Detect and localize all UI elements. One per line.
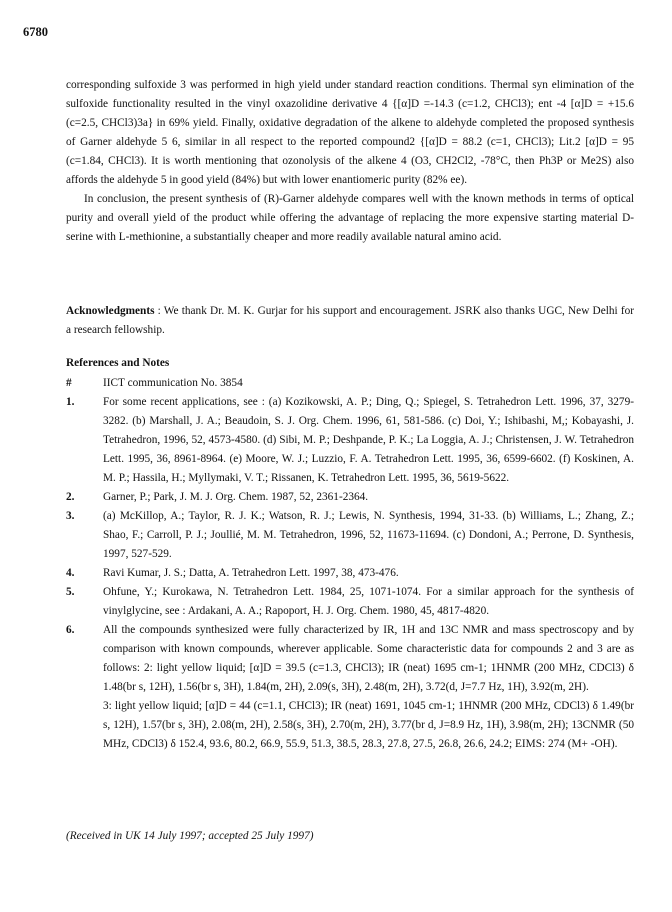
reference-item <box>66 393 634 488</box>
reference-text-part: 3: light yellow liquid; [α]D = 44 (c=1.1, CHCl3); IR (neat) 1691, 1045 cm-1; 1HNMR (200 MHz, CDCl3) δ 1.49(br s, 12H), 1.57(br s, 3H), 2.08(m, 2H), 2.58(s, 3H), 2.70(m, 2H), 3.77(br d, J=8.9 Hz, 1H), 3.98(m, 2H); 13CNMR (50 MHz, CDCl3) δ 152.4, 93.6, 80.2, 66.9, 55.9, 51.3, 38.5, 28.3, 27.8, 27.5, 26.8, 26.6, 24.2; EIMS: 274 (M+ -OH). <box>103 700 634 750</box>
reference-text: Ohfune, Y.; Kurokawa, N. Tetrahedron Lett. 1984, 25, 1071-1074. For a similar approach for the synthesis of vinylglycine, see : Ardakani, A. A.; Rapoport, H. J. Org. Chem. 1980, 45, 4817-4820. <box>103 586 634 617</box>
reference-text: Ravi Kumar, J. S.; Datta, A. Tetrahedron Lett. 1997, 38, 473-476. <box>103 567 399 579</box>
references-heading: References and Notes <box>66 357 170 369</box>
reference-text: Garner, P.; Park, J. M. J. Org. Chem. 1987, 52, 2361-2364. <box>103 491 369 503</box>
reference-text-part: All the compounds synthesized were fully characterized by IR, 1H and 13C NMR and mass spectroscopy and by comparison with known compounds, wherever applicable. Some characteristic data for compounds 2 and 3 are as follows: 2: light yellow liquid; [α]D = 39.5 (c=1.3, CHCl3); IR (neat) 1695 cm-1; 1HNMR (200 MHz, CDCl3) δ 1.48(br s, 12H), 1.56(br s, 3H), 1.84(m, 2H), 2.09(s, 3H), 2.48(m, 2H), 3.72(d, J=7.7 Hz, 1H), 3.92(m, 2H). <box>103 624 634 693</box>
acknowledgments <box>66 302 634 340</box>
reference-item <box>66 507 634 564</box>
reference-text: (a) McKillop, A.; Taylor, R. J. K.; Watson, R. J.; Lewis, N. Synthesis, 1994, 31-33. (b) Williams, L.; Zhang, Z.; Shao, F.; Carroll, P. J.; Joullié, M. M. Tetrahedron, 1996, 52, 11673-11694. (c) Dondoni, A.; Perrone, D. Synthesis, 1997, 527-529. <box>103 510 634 560</box>
reference-item <box>66 621 634 754</box>
references-list <box>66 374 634 754</box>
acknowledgments-text: : We thank Dr. M. K. Gurjar for his support and encouragement. JSRK also thanks UGC, New Delhi for a research fellowship. <box>66 305 634 336</box>
reference-text: For some recent applications, see : (a) Kozikowski, A. P.; Ding, Q.; Spiegel, S. Tetrahedron Lett. 1996, 37, 3279-3282. (b) Marshall, J. A.; Beaudoin, S. J. Org. Chem. 1996, 61, 581-586. (c) Doi, Y.; Ishibashi, M,; Kobayashi, J. Tetrahedron, 1996, 52, 4573-4580. (d) Sibi, M. P.; Deshpande, P. K.; La Loggia, A. J.; Christensen, J. W. Tetrahedron Lett. 1995, 36, 8961-8964. (e) Moore, W. J.; Luzzio, F. A. Tetrahedron Lett. 1995, 36, 6599-6602. (f) Koskinen, A. M. P.; Hassila, H.; Myllymaki, V. T.; Rissanen, K. Tetrahedron Lett. 1995, 36, 5619-5622. <box>103 396 634 484</box>
paragraph: In conclusion, the present synthesis of (R)-Garner aldehyde compares well with the known methods in terms of optical purity and overall yield of the product while offering the advantage of replacing the more expensive starting material D-serine with L-methionine, a substantially cheaper and more readily available natural amino acid. <box>66 193 634 243</box>
reference-item <box>66 488 634 507</box>
reference-number: # <box>66 377 72 389</box>
reference-text: IICT communication No. 3854 <box>103 377 243 389</box>
reference-number: 6. <box>66 624 75 636</box>
reference-number: 3. <box>66 510 75 522</box>
reference-item <box>66 583 634 621</box>
received-line: (Received in UK 14 July 1997; accepted 25 July 1997) <box>66 830 314 842</box>
body-text <box>66 76 634 247</box>
acknowledgments-heading: Acknowledgments <box>66 305 155 317</box>
reference-number: 4. <box>66 567 75 579</box>
page-number: 6780 <box>23 25 48 39</box>
paragraph: corresponding sulfoxide 3 was performed in high yield under standard reaction conditions. Thermal syn elimination of the sulfoxide functionality resulted in the vinyl oxazolidine derivative 4 {[α]D =-14.3 (c=1.2, CHCl3); ent -4 [α]D = +15.6 (c=2.5, CHCl3)3a} in 69% yield. Finally, oxidative degradation of the alkene to aldehyde completed the proposed synthesis of Garner aldehyde 5 6, similar in all respect to the reported compound2 {[α]D = 88.2 (c=1, CHCl3); Lit.2 [α]D = 95 (c=1.84, CHCl3). It is worth mentioning that ozonolysis of the alkene 4 (O3, CH2Cl2, -78°C, then Ph3P or Me2S) also affords the aldehyde 5 in good yield (84%) but with lower enantiomeric purity (82% ee). <box>66 79 634 186</box>
reference-text <box>103 621 634 754</box>
reference-number: 5. <box>66 586 75 598</box>
reference-item <box>66 374 634 393</box>
reference-number: 1. <box>66 396 75 408</box>
reference-number: 2. <box>66 491 75 503</box>
reference-item <box>66 564 634 583</box>
